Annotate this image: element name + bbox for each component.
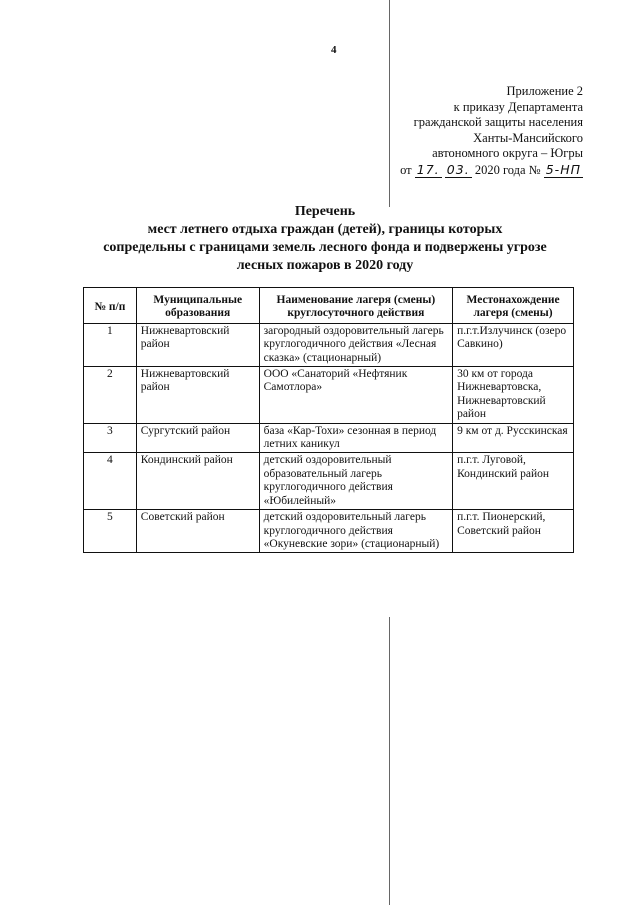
cell-camp-name: загородный оздоровительный лагерь круглогодичного действия «Лесная сказка» (стационарный)	[259, 323, 452, 366]
appendix-line: Приложение 2	[506, 84, 583, 98]
cell-camp-name: детский оздоровительный образовательный лагерь круглогодичного действия «Юбилейный»	[259, 453, 452, 510]
title-line: Перечень	[294, 204, 356, 219]
cell-number: 4	[84, 453, 137, 510]
header-location: Местонахождение лагеря (смены)	[453, 288, 574, 324]
cell-location: п.г.т.Излучинск (озеро Савкино)	[453, 323, 574, 366]
cell-municipality: Нижневартовский район	[136, 323, 259, 366]
order-number: 5-НП	[545, 161, 581, 177]
title-line: лесных пожаров в 2020 году	[236, 258, 414, 273]
cell-location: 9 км от д. Русскинская	[453, 423, 574, 453]
cell-camp-name: ООО «Санаторий «Нефтяник Самотлора»	[259, 367, 452, 424]
appendix-line: Ханты-Мансийского	[473, 130, 583, 145]
table-row	[84, 510, 574, 553]
scan-fold-line	[389, 617, 390, 905]
table-row	[84, 423, 574, 453]
page-number: 4	[331, 44, 337, 56]
header-municipality: Муниципальные образования	[136, 288, 259, 324]
cell-number: 2	[84, 367, 137, 424]
cell-municipality: Сургутский район	[136, 423, 259, 453]
date-year: 2020 года №	[474, 162, 541, 177]
appendix-line: автономного округа – Югры	[432, 146, 583, 160]
appendix-header	[283, 84, 583, 178]
camps-table	[83, 287, 574, 553]
header-number: № п/п	[84, 288, 137, 324]
table-row	[84, 323, 574, 366]
cell-number: 3	[84, 423, 137, 453]
date-month: 03.	[446, 161, 470, 177]
appendix-line: гражданской защиты населения	[413, 115, 583, 129]
table-row	[84, 453, 574, 510]
cell-camp-name: детский оздоровительный лагерь круглогодичного действия «Окуневские зори» (стационарный)	[259, 510, 452, 553]
table-header-row	[84, 288, 574, 324]
document-title	[80, 203, 570, 275]
cell-number: 1	[84, 323, 137, 366]
date-day: 17.	[416, 161, 440, 177]
cell-location: п.г.т. Пионерский, Советский район	[453, 510, 574, 553]
cell-location: п.г.т. Луговой, Кондинский район	[453, 453, 574, 510]
title-line: сопредельны с границами земель лесного фонда и подвержены угрозе	[103, 240, 547, 255]
cell-municipality: Кондинский район	[136, 453, 259, 510]
cell-municipality: Нижневартовский район	[136, 367, 259, 424]
cell-camp-name: база «Кар-Тохи» сезонная в период летних каникул	[259, 423, 452, 453]
order-date-line	[283, 162, 583, 179]
header-camp-name: Наименование лагеря (смены) круглосуточного действия	[259, 288, 452, 324]
date-prefix: от	[400, 162, 412, 177]
title-line: мест летнего отдыха граждан (детей), границы которых	[147, 222, 503, 237]
cell-number: 5	[84, 510, 137, 553]
cell-municipality: Советский район	[136, 510, 259, 553]
table-row	[84, 367, 574, 424]
cell-location: 30 км от города Нижневартовска, Нижневартовский район	[453, 367, 574, 424]
appendix-line: к приказу Департамента	[453, 99, 583, 114]
